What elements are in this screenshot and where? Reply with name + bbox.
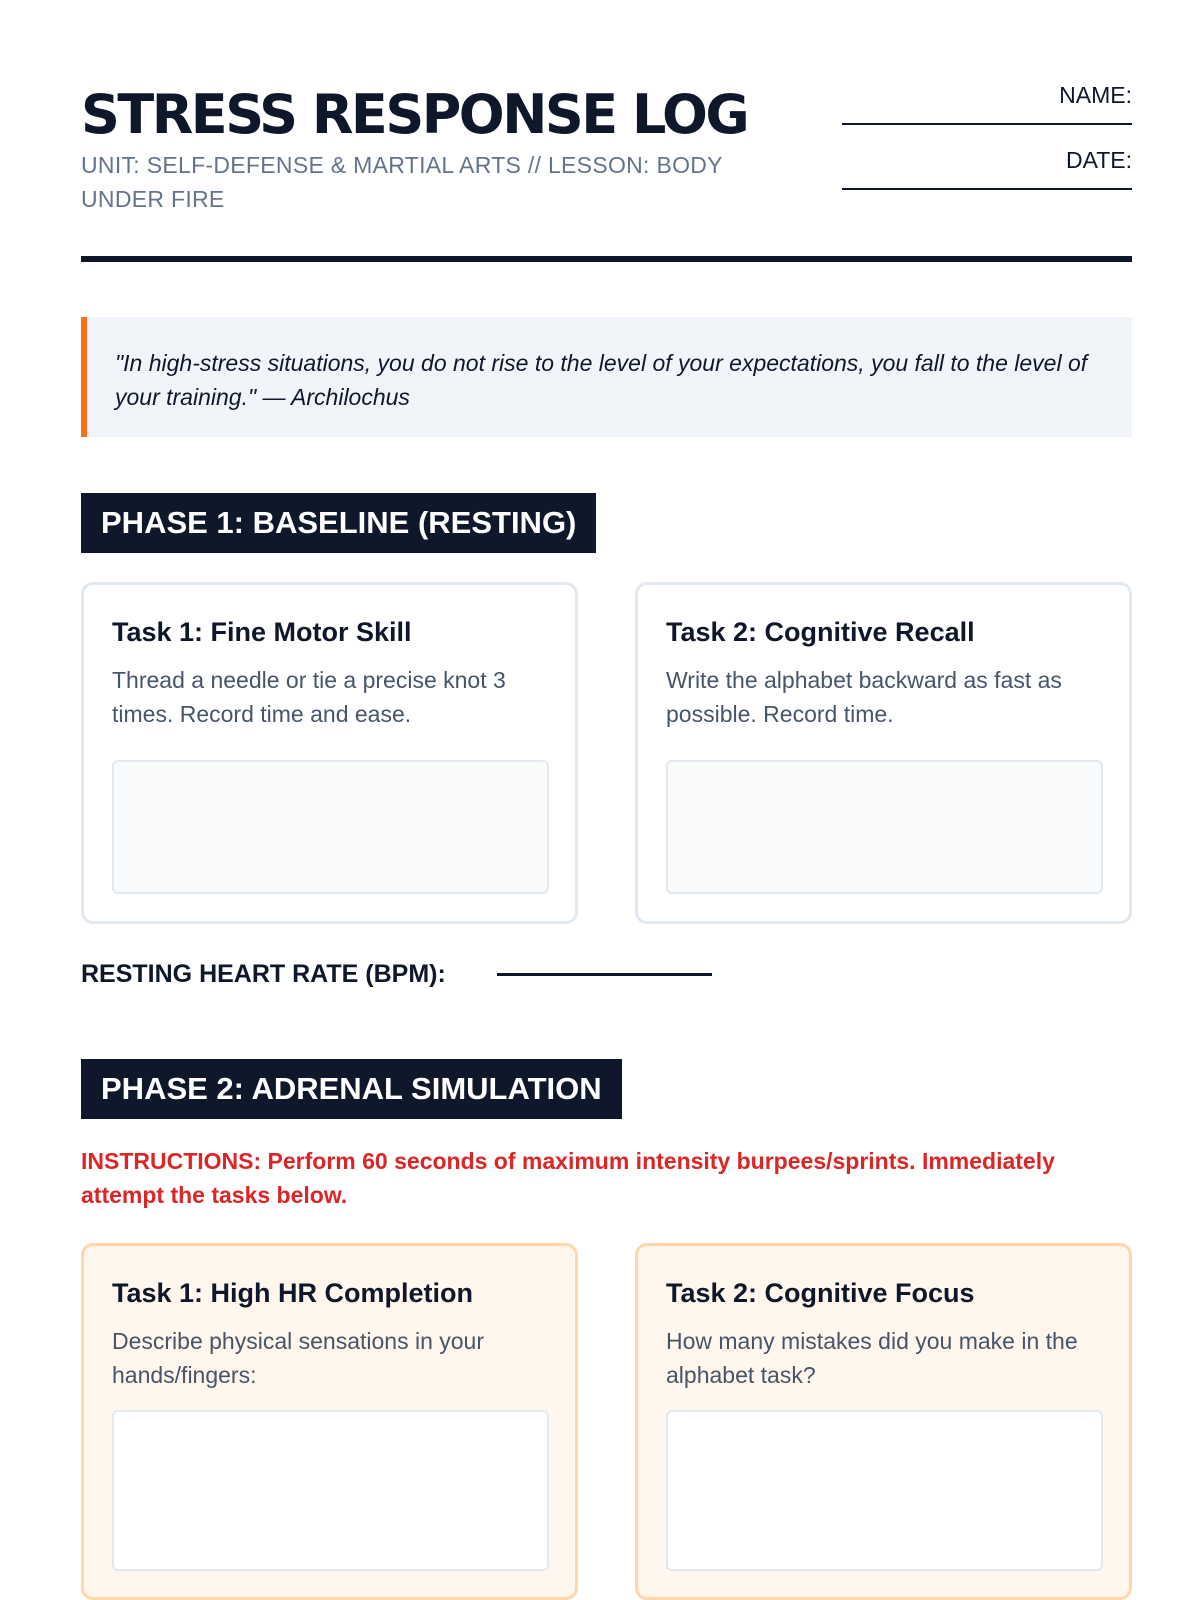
answer-box[interactable]: [666, 760, 1103, 894]
quote-callout: [81, 317, 1132, 437]
phase1-task2-card: [635, 582, 1132, 924]
resting-heart-rate-label: RESTING HEART RATE (BPM):: [81, 960, 446, 988]
header-divider: [81, 256, 1132, 262]
quote-text: "In high-stress situations, you do not rise to the level of your expectations, you fall to the level of your training." — Archilochus: [115, 350, 1088, 410]
answer-box[interactable]: [666, 1410, 1103, 1571]
task-title: Task 1: High HR Completion: [112, 1278, 474, 1308]
phase1-task1-card: [81, 582, 578, 924]
phase2-task1-card: [81, 1243, 578, 1600]
task-title: Task 1: Fine Motor Skill: [112, 617, 412, 647]
task-title: Task 2: Cognitive Recall: [666, 617, 975, 647]
student-meta: [842, 80, 1132, 210]
answer-box[interactable]: [112, 760, 549, 894]
task-description: Write the alphabet backward as fast as possible. Record time.: [666, 667, 1062, 727]
phase2-heading: PHASE 2: ADRENAL SIMULATION: [81, 1059, 622, 1119]
task-description: Describe physical sensations in your hands/fingers:: [112, 1328, 485, 1388]
name-label: NAME:: [1059, 82, 1132, 108]
name-field[interactable]: [842, 122, 1132, 125]
worksheet-title: STRESS RESPONSE LOG: [81, 83, 748, 146]
task-description: Thread a needle or tie a precise knot 3 times. Record time and ease.: [112, 667, 506, 727]
worksheet-header: [81, 80, 1132, 260]
resting-heart-rate-field[interactable]: [497, 973, 712, 976]
date-label: DATE:: [1065, 147, 1132, 173]
task-description: How many mistakes did you make in the alphabet task?: [666, 1328, 1078, 1388]
phase1-heading: PHASE 1: BASELINE (RESTING): [81, 493, 596, 553]
date-field[interactable]: [842, 187, 1132, 190]
answer-box[interactable]: [112, 1410, 549, 1571]
task-title: Task 2: Cognitive Focus: [666, 1278, 975, 1308]
phase2-task2-card: [635, 1243, 1132, 1600]
phase2-instructions: INSTRUCTIONS: Perform 60 seconds of maximum intensity burpees/sprints. Immediately attempt the tasks below.: [81, 1148, 1055, 1208]
worksheet-subtitle: UNIT: SELF-DEFENSE & MARTIAL ARTS // LESSON: BODY UNDER FIRE: [81, 152, 723, 212]
